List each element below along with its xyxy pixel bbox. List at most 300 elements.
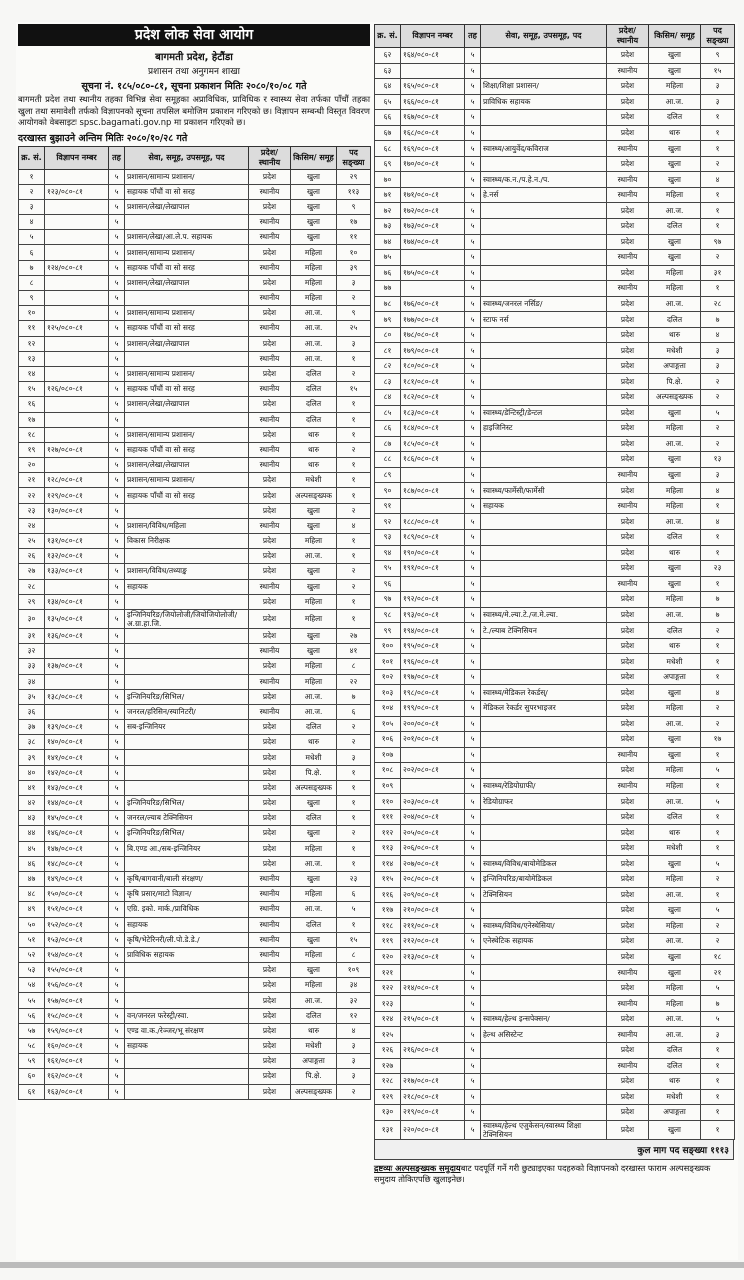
table-cell: ५६ <box>19 1008 45 1023</box>
table-cell: ५ <box>109 291 125 306</box>
table-cell: १५ <box>337 382 371 397</box>
table-cell: अपाङ्गता <box>649 1105 701 1121</box>
table-cell: १४३/०८०-८१ <box>45 780 109 795</box>
table-cell: स्वास्थ्य/आयुर्वेद/कविराज <box>481 141 607 157</box>
table-cell: ५ <box>109 534 125 549</box>
table-cell: ७० <box>375 172 401 188</box>
table-cell: ३ <box>337 1039 371 1054</box>
table-cell: २६ <box>19 549 45 564</box>
table-cell <box>125 351 249 366</box>
table-cell: खुला <box>291 871 337 886</box>
column-header: प्रदेश/ स्थानीय <box>249 146 291 169</box>
table-row <box>375 747 735 763</box>
table-cell: ५ <box>465 561 481 577</box>
table-cell: प्रदेश <box>607 1105 649 1121</box>
table-cell: स्थानीय <box>249 260 291 275</box>
table-cell <box>481 156 607 172</box>
table-cell: ४५ <box>19 841 45 856</box>
table-cell: ५ <box>465 436 481 452</box>
table-cell: २ <box>701 156 735 172</box>
table-cell: २०४/०८०-८१ <box>401 809 465 825</box>
table-row <box>19 230 371 245</box>
table-cell: ५ <box>465 716 481 732</box>
table-cell: प्रशासन/लेखा/लेखापाल <box>125 336 249 351</box>
table-cell: १७६/०८०-८१ <box>401 296 465 312</box>
table-cell <box>481 949 607 965</box>
table-cell <box>45 230 109 245</box>
table-cell: १०७ <box>375 747 401 763</box>
table-cell: १३७/०८०-८१ <box>45 659 109 674</box>
table-cell <box>125 735 249 750</box>
table-cell: दलित <box>291 412 337 427</box>
table-cell: स्थानीय <box>249 932 291 947</box>
table-row <box>19 518 371 533</box>
table-cell: आ.ज. <box>291 704 337 719</box>
table-row <box>375 219 735 235</box>
table-row <box>375 669 735 685</box>
table-cell: ५ <box>109 594 125 609</box>
table-cell <box>481 996 607 1012</box>
table-cell: १२६ <box>375 1043 401 1059</box>
table-cell: ५ <box>465 1043 481 1059</box>
table-cell: १९५/०८०-८१ <box>401 638 465 654</box>
table-cell <box>481 265 607 281</box>
table-cell: खुला <box>291 184 337 199</box>
table-row <box>375 576 735 592</box>
table-cell: ५ <box>109 564 125 579</box>
table-cell <box>481 763 607 779</box>
table-cell <box>481 732 607 748</box>
table-cell: स्थानीय <box>607 576 649 592</box>
table-cell: ५ <box>465 965 481 981</box>
table-row <box>375 483 735 499</box>
table-cell: खुला <box>291 579 337 594</box>
table-cell: थारु <box>291 458 337 473</box>
table-cell: खुला <box>649 48 701 64</box>
table-cell: २ <box>337 735 371 750</box>
table-cell: इन्जिनियरिङ/जियोलोजी/जियोजियोलोजी/अ.ग्रा.हा.जि. <box>125 609 249 628</box>
table-cell: आ.ज. <box>649 934 701 950</box>
table-cell: २ <box>701 436 735 452</box>
table-cell: इन्जिनियरिङ/सिभिल/ <box>125 826 249 841</box>
table-cell: २४ <box>19 518 45 533</box>
table-cell: सहायक पाँचौं वा सो सरह <box>125 488 249 503</box>
table-cell <box>481 840 607 856</box>
table-cell <box>481 965 607 981</box>
table-cell: खुला <box>649 141 701 157</box>
notice-title: प्रदेश लोक सेवा आयोग <box>18 24 370 46</box>
table-cell: खुला <box>291 169 337 184</box>
table-row <box>375 94 735 110</box>
table-cell: १८१/०८०-८१ <box>401 374 465 390</box>
table-cell: प्रदेश <box>607 685 649 701</box>
table-cell: १७१/०८०-८१ <box>401 187 465 203</box>
table-cell: १६७/०८०-८१ <box>401 110 465 126</box>
table-cell: ५ <box>109 1008 125 1023</box>
table-cell <box>481 980 607 996</box>
table-cell: टे./ल्याब टेक्निसियन <box>481 623 607 639</box>
table-cell: ५२ <box>19 947 45 962</box>
table-cell: १६८/०८०-८१ <box>401 125 465 141</box>
table-cell: १८५/०८०-८१ <box>401 436 465 452</box>
table-cell: ६२ <box>375 48 401 64</box>
table-cell <box>401 498 465 514</box>
table-cell: प्रदेश <box>249 628 291 643</box>
table-cell: प्रदेश <box>249 765 291 780</box>
table-cell: १ <box>337 796 371 811</box>
table-cell: स्वास्थ्य/मेडिकल रेकर्डस्/ <box>481 685 607 701</box>
table-row <box>19 993 371 1008</box>
table-cell: ५ <box>465 747 481 763</box>
table-cell: १२९/०८०-८१ <box>45 488 109 503</box>
table-cell: ५ <box>109 306 125 321</box>
table-row <box>19 826 371 841</box>
table-cell: २१०/०८०-८१ <box>401 903 465 919</box>
column-header: किसिम/ समूह <box>649 25 701 48</box>
table-cell: १८ <box>19 427 45 442</box>
table-cell: ५ <box>465 669 481 685</box>
table-cell: ९६ <box>375 576 401 592</box>
table-row <box>375 545 735 561</box>
table-cell: दलित <box>291 397 337 412</box>
table-cell: प्रदेश <box>607 1089 649 1105</box>
table-cell: खुला <box>291 826 337 841</box>
table-cell: १ <box>337 811 371 826</box>
table-cell: स्थानीय <box>607 498 649 514</box>
table-cell: १९२/०८०-८१ <box>401 592 465 608</box>
table-cell: ५ <box>465 250 481 266</box>
table-cell <box>45 215 109 230</box>
table-cell: १४७/०८०-८१ <box>45 841 109 856</box>
table-cell: स्वास्थ्य/फार्मेसी/फार्मेसी <box>481 483 607 499</box>
table-cell <box>125 993 249 1008</box>
vacancy-table-right <box>374 24 735 1140</box>
table-cell: प्रदेश <box>249 735 291 750</box>
table-cell: १९०/०८०-८१ <box>401 545 465 561</box>
table-cell: प्रदेश <box>607 623 649 639</box>
table-cell: ८५ <box>375 405 401 421</box>
table-cell: दलित <box>649 623 701 639</box>
table-row <box>375 1105 735 1121</box>
table-cell: २८ <box>701 296 735 312</box>
table-cell: प्रदेश <box>249 841 291 856</box>
table-cell: ६९ <box>375 156 401 172</box>
table-cell: २१६/०८०-८१ <box>401 1043 465 1059</box>
table-cell: १८२/०८०-८१ <box>401 390 465 406</box>
table-cell: प्रदेश <box>249 780 291 795</box>
table-cell: २०५/०८०-८१ <box>401 825 465 841</box>
table-cell: स्थानीय <box>249 518 291 533</box>
table-cell: ५ <box>109 275 125 290</box>
table-cell: ३ <box>701 94 735 110</box>
table-cell: आ.ज. <box>291 351 337 366</box>
table-cell: ९ <box>337 306 371 321</box>
table-cell: प्रदेश <box>607 296 649 312</box>
table-cell: ५५ <box>19 993 45 1008</box>
table-cell: १२ <box>19 336 45 351</box>
table-cell: ८३ <box>375 374 401 390</box>
table-cell: ३७ <box>19 720 45 735</box>
table-cell <box>481 374 607 390</box>
table-cell: प्रदेश <box>607 529 649 545</box>
table-cell: १ <box>701 669 735 685</box>
table-cell: १३९/०८०-८१ <box>45 720 109 735</box>
table-cell: ५ <box>465 763 481 779</box>
table-row <box>19 275 371 290</box>
table-cell: सहायक पाँचौं वा सो सरह <box>125 382 249 397</box>
table-cell: ५ <box>109 488 125 503</box>
table-cell: महिला <box>291 245 337 260</box>
table-cell: स्थानीय <box>249 917 291 932</box>
table-row <box>375 529 735 545</box>
table-cell: ३ <box>701 1027 735 1043</box>
table-cell: प्रशासन/सामान्य प्रशासन/ <box>125 169 249 184</box>
table-cell: १४८/०८०-८१ <box>45 856 109 871</box>
table-cell: ८६ <box>375 421 401 437</box>
table-row <box>19 1054 371 1069</box>
table-cell: स्थानीय <box>607 172 649 188</box>
table-cell: १२८/०८०-८१ <box>45 473 109 488</box>
table-cell: खुला <box>291 503 337 518</box>
table-row <box>375 296 735 312</box>
table-cell: १३ <box>19 351 45 366</box>
table-cell: मेडिकल रेकर्डर सुपरभाइजर <box>481 700 607 716</box>
table-cell: प्रदेश <box>607 48 649 64</box>
table-cell: प्रदेश <box>607 483 649 499</box>
table-cell: २२ <box>337 674 371 689</box>
table-cell: १ <box>337 780 371 795</box>
total-label: कुल माग पद सङ्ख्या <box>637 1145 708 1156</box>
table-cell: १ <box>701 747 735 763</box>
table-cell: स्थानीय <box>249 412 291 427</box>
table-cell <box>401 778 465 794</box>
table-cell: ७ <box>701 312 735 328</box>
table-cell <box>481 1074 607 1090</box>
table-cell: खुला <box>291 215 337 230</box>
table-cell: १०६ <box>375 732 401 748</box>
table-cell: १ <box>701 1074 735 1090</box>
table-cell: ९८ <box>375 607 401 623</box>
table-cell: प्रदेश <box>607 794 649 810</box>
table-cell: दलित <box>291 811 337 826</box>
table-cell: मधेशी <box>649 654 701 670</box>
table-cell: ६ <box>337 704 371 719</box>
table-cell: ३२ <box>337 993 371 1008</box>
table-cell: १०९ <box>375 778 401 794</box>
table-row <box>375 794 735 810</box>
table-cell: ५ <box>109 644 125 659</box>
table-row <box>19 720 371 735</box>
table-cell: प्रदेश <box>249 1023 291 1038</box>
table-cell: जनरल/ल्याब टेक्निसियन <box>125 811 249 826</box>
table-cell: ५ <box>465 903 481 919</box>
table-cell: प्रदेश <box>607 903 649 919</box>
table-cell: १ <box>337 458 371 473</box>
table-cell: ५ <box>465 79 481 95</box>
table-cell: ५ <box>465 312 481 328</box>
table-cell: ५ <box>465 949 481 965</box>
table-cell: ८ <box>19 275 45 290</box>
table-cell: ३३ <box>19 659 45 674</box>
table-cell <box>481 545 607 561</box>
table-cell: एण्ड वा.क./रेञ्जर/भू संरक्षण <box>125 1023 249 1038</box>
table-row <box>19 887 371 902</box>
table-cell: ३९ <box>19 750 45 765</box>
table-cell: प्रदेश <box>607 79 649 95</box>
table-cell: प्रदेश <box>249 796 291 811</box>
table-cell <box>481 1043 607 1059</box>
deadline: दरखास्त बुझाउने अन्तिम मितिः २०८०/१०/२८ गते <box>18 132 188 144</box>
table-cell: ५ <box>109 887 125 902</box>
table-row <box>375 1011 735 1027</box>
table-cell <box>481 669 607 685</box>
table-row <box>375 980 735 996</box>
table-cell: १०८ <box>375 763 401 779</box>
table-cell: स्थानीय <box>607 778 649 794</box>
table-cell: १ <box>337 412 371 427</box>
table-cell: १८४/०८०-८१ <box>401 421 465 437</box>
table-cell: १८ <box>701 949 735 965</box>
table-cell: १०२ <box>375 669 401 685</box>
table-cell: ५ <box>109 704 125 719</box>
table-row <box>375 156 735 172</box>
table-cell: ९७ <box>701 234 735 250</box>
table-cell: प्रदेश <box>249 245 291 260</box>
table-cell: स्थानीय <box>249 291 291 306</box>
table-cell: खुला <box>291 963 337 978</box>
table-cell: दलित <box>649 219 701 235</box>
table-cell: ५ <box>19 230 45 245</box>
table-cell: प्रदेश <box>607 949 649 965</box>
table-row <box>375 48 735 64</box>
table-cell: अपाङ्गता <box>291 1054 337 1069</box>
table-row <box>375 498 735 514</box>
table-row <box>19 947 371 962</box>
table-cell: ५ <box>465 327 481 343</box>
table-cell: ४१ <box>337 644 371 659</box>
table-cell: १२७ <box>375 1058 401 1074</box>
table-cell: ४ <box>337 518 371 533</box>
table-cell: प्रदेश <box>607 561 649 577</box>
table-cell: २०७/०८०-८१ <box>401 856 465 872</box>
table-cell: महिला <box>291 887 337 902</box>
table-cell <box>125 978 249 993</box>
table-cell: १०५ <box>375 716 401 732</box>
table-cell: इन्जिनियरिङ/बायोमेडिकल <box>481 871 607 887</box>
table-cell: स्थानीय <box>249 215 291 230</box>
table-cell: ५ <box>109 169 125 184</box>
table-cell: आ.ज. <box>649 203 701 219</box>
table-cell: ५ <box>465 592 481 608</box>
table-cell: प्रदेश <box>607 809 649 825</box>
table-cell: प्रदेश <box>249 534 291 549</box>
table-cell: मधेशी <box>649 343 701 359</box>
table-row <box>19 841 371 856</box>
table-cell <box>45 458 109 473</box>
table-row <box>19 659 371 674</box>
table-cell: ४९ <box>19 902 45 917</box>
table-cell: १३२/०८०-८१ <box>45 549 109 564</box>
table-cell: खुला <box>649 747 701 763</box>
table-row <box>19 902 371 917</box>
table-row <box>19 321 371 336</box>
table-cell: प्रदेश <box>607 934 649 950</box>
table-cell: ६८ <box>375 141 401 157</box>
table-cell: स्थानीय <box>249 644 291 659</box>
table-cell: आ.ज. <box>291 689 337 704</box>
table-cell <box>45 704 109 719</box>
table-cell: २३ <box>19 503 45 518</box>
table-cell <box>45 336 109 351</box>
table-cell: प्रदेश <box>249 659 291 674</box>
table-cell: दलित <box>649 529 701 545</box>
table-cell: स्थानीय <box>607 63 649 79</box>
table-cell <box>125 780 249 795</box>
table-cell: सब-इन्जिनियर <box>125 720 249 735</box>
table-cell <box>481 529 607 545</box>
table-cell: खुला <box>649 172 701 188</box>
table-cell: २७ <box>19 564 45 579</box>
table-cell: ११ <box>337 230 371 245</box>
table-cell: १ <box>701 1089 735 1105</box>
table-cell: ५ <box>109 366 125 381</box>
table-cell: आ.ज. <box>649 887 701 903</box>
table-cell: सहायक <box>125 1039 249 1054</box>
table-cell: ५ <box>465 110 481 126</box>
table-cell <box>401 747 465 763</box>
table-cell: प्रदेश <box>607 436 649 452</box>
table-cell: १९९/०८०-८१ <box>401 700 465 716</box>
table-cell: आ.ज. <box>291 336 337 351</box>
table-cell: १ <box>337 488 371 503</box>
table-cell: ९ <box>701 48 735 64</box>
table-row <box>19 609 371 628</box>
table-cell <box>481 638 607 654</box>
table-cell: ५ <box>109 458 125 473</box>
table-cell: आ.ज. <box>649 436 701 452</box>
table-cell: स्वास्थ्य/डेन्टिस्ट्री/डेन्टल <box>481 405 607 421</box>
table-cell: प्रदेश <box>607 856 649 872</box>
table-cell: ५ <box>109 735 125 750</box>
table-cell: ५ <box>465 452 481 468</box>
table-cell: २३ <box>701 561 735 577</box>
table-cell: थारु <box>291 442 337 457</box>
table-cell <box>481 467 607 483</box>
table-cell: दलित <box>291 1008 337 1023</box>
table-cell: १२ <box>337 1008 371 1023</box>
table-cell: आ.ज. <box>649 94 701 110</box>
table-cell: स्वास्थ्य/रेडियोग्राफी/ <box>481 778 607 794</box>
table-cell: खुला <box>649 250 701 266</box>
table-row <box>375 1058 735 1074</box>
table-cell: २ <box>337 442 371 457</box>
table-cell <box>125 412 249 427</box>
table-row <box>19 215 371 230</box>
table-cell: १ <box>701 576 735 592</box>
table-cell: ३ <box>337 275 371 290</box>
table-row <box>19 564 371 579</box>
table-row <box>375 700 735 716</box>
table-cell: टेक्निसियन <box>481 887 607 903</box>
table-cell: प्रदेश <box>607 327 649 343</box>
table-cell: आ.ज. <box>649 794 701 810</box>
table-cell: प्रदेश <box>607 312 649 328</box>
table-cell <box>481 343 607 359</box>
table-cell: ४ <box>701 327 735 343</box>
table-cell: ५ <box>465 1058 481 1074</box>
table-cell: प्रदेश <box>607 343 649 359</box>
table-cell: १ <box>701 203 735 219</box>
